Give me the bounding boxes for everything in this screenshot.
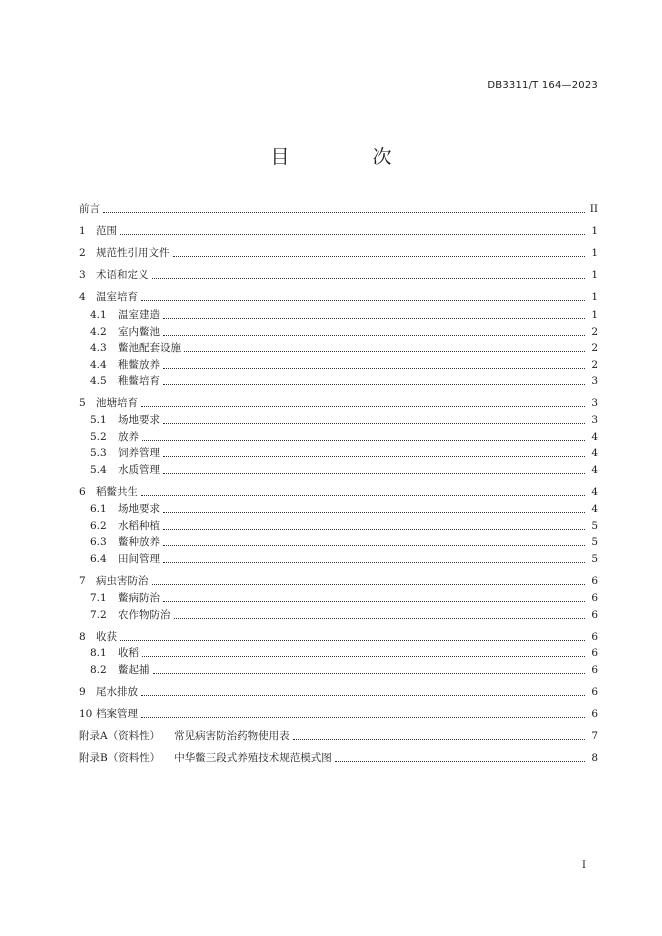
toc-entry-number: 6.1: [90, 503, 107, 515]
toc-entry-page: 1: [591, 291, 598, 303]
dot-leader: [163, 383, 585, 385]
dot-leader: [141, 405, 585, 407]
toc-entry-number: 9: [79, 686, 86, 698]
toc-entry-label: 温室培育: [96, 291, 138, 303]
toc-entry-label: 收获: [96, 631, 117, 643]
toc-entry-number: 5.3: [90, 447, 107, 459]
toc-entry-number: 5.2: [90, 431, 107, 443]
toc-entry[interactable]: [79, 685, 598, 699]
toc-entry-label: 规范性引用文件: [96, 247, 170, 259]
toc-entry-label: 档案管理: [96, 708, 138, 720]
toc-entry-page: II: [589, 203, 598, 215]
toc-entry-number: 4.2: [90, 326, 107, 338]
toc-entry-label: 常见病害防治药物使用表: [174, 730, 290, 742]
toc-entry-number: 4.4: [90, 359, 107, 371]
toc-entry-label: 鳖病防治: [118, 592, 160, 604]
toc-entry-number: 6.3: [90, 536, 107, 548]
dot-leader: [141, 299, 585, 301]
toc-entry[interactable]: [79, 290, 598, 304]
toc-entry-page: 6: [591, 686, 598, 698]
dot-leader: [335, 760, 585, 762]
toc-entry-page: 7: [591, 730, 598, 742]
toc-entry-page: 1: [591, 269, 598, 281]
dot-leader: [120, 233, 585, 235]
toc-entry-label: 范围: [96, 225, 117, 237]
dot-leader: [163, 472, 585, 474]
toc-entry[interactable]: [79, 646, 598, 660]
toc-entry[interactable]: [79, 591, 598, 605]
toc-entry[interactable]: [79, 430, 598, 444]
dot-leader: [184, 350, 585, 352]
toc-entry-label: 病虫害防治: [96, 575, 149, 587]
toc-entry-page: 3: [591, 414, 598, 426]
dot-leader: [141, 694, 585, 696]
toc-entry-label: 农作物防治: [118, 609, 171, 621]
toc-entry-page: 6: [591, 647, 598, 659]
toc-entry[interactable]: [79, 729, 598, 743]
page-title: 目 次: [270, 146, 424, 168]
toc-entry-page: 3: [591, 397, 598, 409]
toc-entry-number: 2: [79, 247, 86, 259]
dot-leader: [163, 422, 585, 424]
toc-entry-label: 室内鳖池: [118, 326, 160, 338]
toc-entry-page: 5: [591, 536, 598, 548]
document-code: DB3311/T 164—2023: [487, 80, 598, 91]
toc-entry-page: 8: [591, 752, 598, 764]
toc-entry-number: 6.4: [90, 553, 107, 565]
toc-entry[interactable]: [79, 325, 598, 339]
toc-entry-number: 4.1: [90, 309, 107, 321]
dot-leader: [142, 439, 585, 441]
toc-entry[interactable]: [79, 358, 598, 372]
toc-entry-page: 2: [591, 359, 598, 371]
toc-entry[interactable]: [79, 485, 598, 499]
toc-entry[interactable]: [79, 374, 598, 388]
dot-leader: [163, 600, 585, 602]
toc-entry-label: 前言: [79, 203, 100, 215]
toc-entry[interactable]: [79, 463, 598, 477]
dot-leader: [152, 583, 586, 585]
toc-entry[interactable]: [79, 413, 598, 427]
toc-entry-label: 术语和定义: [96, 269, 149, 281]
toc-entry[interactable]: [79, 751, 598, 765]
toc-entry-number: 8.2: [90, 664, 107, 676]
toc-entry-page: 5: [591, 520, 598, 532]
toc-entry-page: 4: [591, 431, 598, 443]
dot-leader: [163, 317, 585, 319]
dot-leader: [141, 716, 585, 718]
toc-entry-page: 2: [591, 326, 598, 338]
toc-entry-page: 6: [591, 609, 598, 621]
dot-leader: [142, 655, 585, 657]
toc-entry-page: 4: [591, 503, 598, 515]
toc-entry-label: 鳖种放养: [118, 536, 160, 548]
toc-entry[interactable]: [79, 574, 598, 588]
toc-entry-number: 4.5: [90, 375, 107, 387]
toc-entry[interactable]: [79, 552, 598, 566]
dot-leader: [163, 334, 585, 336]
dot-leader: [163, 367, 585, 369]
toc-entry-page: 4: [591, 447, 598, 459]
dot-leader: [163, 455, 585, 457]
toc-entry-page: 6: [591, 575, 598, 587]
dot-leader: [103, 211, 585, 213]
toc-entry[interactable]: [79, 630, 598, 644]
toc-entry[interactable]: [79, 341, 598, 355]
toc-entry-number: 8: [79, 631, 86, 643]
dot-leader: [141, 494, 585, 496]
toc-entry[interactable]: [79, 608, 598, 622]
toc-entry-label: 田间管理: [118, 553, 160, 565]
dot-leader: [174, 617, 586, 619]
dot-leader: [152, 277, 586, 279]
toc-entry-label: 收稻: [118, 647, 139, 659]
toc-entry-label: 水质管理: [118, 464, 160, 476]
toc-entry-page: 6: [591, 592, 598, 604]
dot-leader: [153, 672, 586, 674]
dot-leader: [163, 511, 585, 513]
toc-entry-number: 附录A（资料性）: [79, 730, 161, 742]
toc-entry-number: 6: [79, 486, 86, 498]
toc-entry-label: 稚鳖放养: [118, 359, 160, 371]
toc-entry-label: 鳖起捕: [118, 664, 150, 676]
toc-entry-label: 饲养管理: [118, 447, 160, 459]
toc-entry-page: 6: [591, 708, 598, 720]
toc-entry[interactable]: [79, 663, 598, 677]
toc-entry-number: 4: [79, 291, 86, 303]
toc-entry-label: 放养: [118, 431, 139, 443]
dot-leader: [163, 528, 585, 530]
toc-entry[interactable]: [79, 396, 598, 410]
toc-entry-number: 7.1: [90, 592, 107, 604]
toc-entry-number: 7: [79, 575, 86, 587]
toc-entry-page: 2: [591, 342, 598, 354]
toc-entry-number: 6.2: [90, 520, 107, 532]
toc-entry-label: 稚鳖培育: [118, 375, 160, 387]
toc-entry-label: 尾水排放: [96, 686, 138, 698]
toc-entry-page: 6: [591, 664, 598, 676]
toc-entry-label: 鳖池配套设施: [118, 342, 181, 354]
toc-entry-label: 场地要求: [118, 414, 160, 426]
dot-leader: [120, 639, 585, 641]
toc-entry-label: 稻鳖共生: [96, 486, 138, 498]
toc-entry[interactable]: [79, 535, 598, 549]
toc-entry-number: 5.4: [90, 464, 107, 476]
toc-entry-number: 4.3: [90, 342, 107, 354]
toc-entry-page: 4: [591, 464, 598, 476]
dot-leader: [293, 738, 585, 740]
toc-entry-number: 3: [79, 269, 86, 281]
toc-entry[interactable]: [79, 308, 598, 322]
toc-entry-number: 5: [79, 397, 86, 409]
toc-entry-page: 1: [591, 225, 598, 237]
dot-leader: [163, 544, 585, 546]
dot-leader: [163, 561, 585, 563]
toc-entry-number: 8.1: [90, 647, 107, 659]
toc-entry-label: 水稻种植: [118, 520, 160, 532]
toc-entry[interactable]: [79, 446, 598, 460]
toc-entry-page: 3: [591, 375, 598, 387]
toc-entry[interactable]: [79, 268, 598, 282]
toc-entry-label: 池塘培育: [96, 397, 138, 409]
toc-entry-page: 4: [591, 486, 598, 498]
toc-entry-number: 1: [79, 225, 86, 237]
toc-entry[interactable]: [79, 707, 598, 721]
toc-entry-page: 1: [591, 247, 598, 259]
toc-entry-number: 5.1: [90, 414, 107, 426]
toc-entry[interactable]: [79, 202, 598, 216]
page-number: I: [582, 860, 586, 871]
toc-entry-page: 6: [591, 631, 598, 643]
toc-entry-number: 附录B（资料性）: [79, 752, 161, 764]
toc-entry-label: 中华鳖三段式养殖技术规范模式图: [174, 752, 332, 764]
toc-entry[interactable]: [79, 519, 598, 533]
toc-entry-page: 5: [591, 553, 598, 565]
toc-entry-number: 7.2: [90, 609, 107, 621]
toc-entry[interactable]: [79, 246, 598, 260]
toc-entry-label: 温室建造: [118, 309, 160, 321]
dot-leader: [173, 255, 586, 257]
toc-entry[interactable]: [79, 224, 598, 238]
toc-entry-label: 场地要求: [118, 503, 160, 515]
toc-entry-page: 1: [591, 309, 598, 321]
toc-entry[interactable]: [79, 502, 598, 516]
toc-entry-number: 10: [79, 708, 93, 720]
